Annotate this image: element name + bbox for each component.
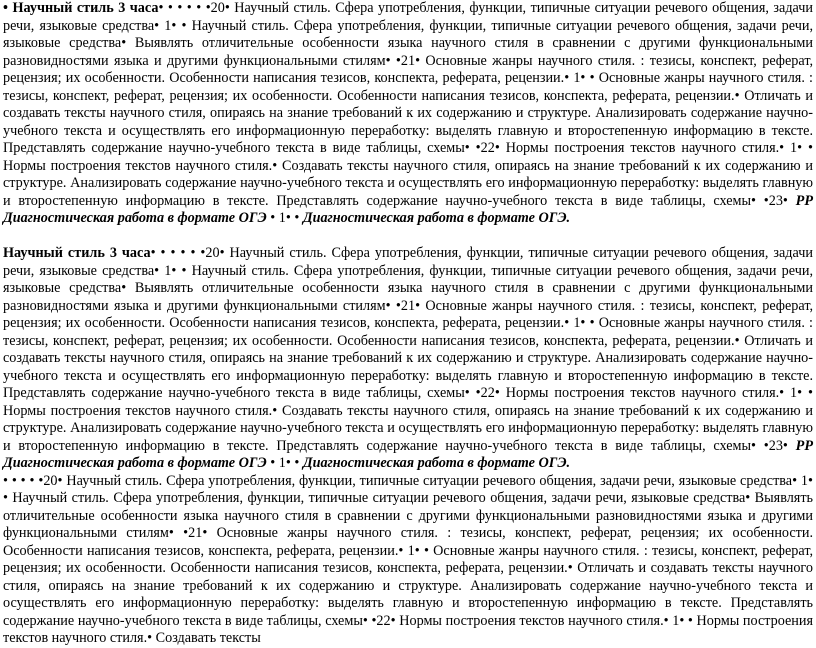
paragraph-1: [3, 0, 813, 228]
emphasis-text: Диагностическая работа в формате ОГЭ.: [302, 455, 571, 471]
paragraph-text: • • • • •20• Научный стиль. Сфера употребления, функции, типичные ситуации речевого общения, задачи речи, языковые средства• 1• • Научный стиль. Сфера употребления, функции, типичные ситуации речевого общения, задачи речи, языковые средства• Выявлять отличительные особенности языка научного стиля в сравнении с другими функциональными разновидностями языка и другими функциональными стилям• •21• Основные жанры научного стиля. : тезисы, конспект, реферат, рецензия; их особенности. Особенности написания тезисов, конспекта, реферата, рецензии.• 1• • Основные жанры научного стиля. : тезисы, конспект, реферат, рецензия; их особенности. Особенности написания тезисов, конспекта, реферата, рецензии.• Отличать и создавать тексты научного стиля, опираясь на знание требований к их содержанию и структуре. Анализировать содержание научно-учебного текста и осуществлять его информационную переработку: выделять главную и второстепенную информацию в тексте. Представлять содержание научно-учебного текста в виде таблицы, схемы• •22• Нормы построения текстов научного стиля.• 1• • Нормы построения текстов научного стиля.• Создавать тексты: [3, 472, 813, 646]
emphasis-text: Диагностическая работа в формате ОГЭ.: [302, 210, 571, 226]
paragraph-3: [3, 473, 813, 648]
paragraph-text: • 1• •: [266, 210, 303, 226]
paragraph-text: • • • • • •20• Научный стиль. Сфера употребления, функции, типичные ситуации речевого общения, задачи речи, языковые средства• 1• • Научный стиль. Сфера употребления, функции, типичные ситуации речевого общения, задачи речи, языковые средства• Выявлять отличительные особенности языка научного стиля в сравнении с другими функциональными разновидностями языка и другими функциональными стилям• •21• Основные жанры научного стиля. : тезисы, конспект, реферат, рецензия; их особенности. Особенности написания тезисов, конспекта, реферата, рецензии.• 1• • Основные жанры научного стиля. : тезисы, конспект, реферат, рецензия; их особенности. Особенности написания тезисов, конспекта, реферата, рецензии.• Отличать и создавать тексты научного стиля, опираясь на знание требований к их содержанию и структуре. Анализировать содержание научно-учебного текста и осуществлять его информационную переработку: выделять главную и второстепенную информацию в тексте. Представлять содержание научно-учебного текста в виде таблицы, схемы• •22• Нормы построения текстов научного стиля.• 1• • Нормы построения текстов научного стиля.• Создавать тексты научного стиля, опираясь на знание требований к их содержанию и структуре. Анализировать содержание научно-учебного текста и осуществлять его информационную переработку: выделять главную и второстепенную информацию в тексте. Представлять содержание научно-учебного текста в виде таблицы, схемы• •23•: [3, 0, 813, 209]
emphasis-text: РР Диагностическая работа в формате ОГЭ: [3, 437, 813, 471]
emphasis-text: РР Диагностическая работа в формате ОГЭ: [3, 192, 813, 226]
section-heading: • Научный стиль 3 часа: [3, 0, 159, 16]
section-heading: Научный стиль 3 часа: [3, 245, 151, 261]
paragraph-spacer: [3, 228, 813, 246]
paragraph-text: • • • • • •20• Научный стиль. Сфера употребления, функции, типичные ситуации речевого общения, задачи речи, языковые средства• 1• • Научный стиль. Сфера употребления, функции, типичные ситуации речевого общения, задачи речи, языковые средства• Выявлять отличительные особенности языка научного стиля в сравнении с другими функциональными разновидностями языка и другими функциональными стилям• •21• Основные жанры научного стиля. : тезисы, конспект, реферат, рецензия; их особенности. Особенности написания тезисов, конспекта, реферата, рецензии.• 1• • Основные жанры научного стиля. : тезисы, конспект, реферат, рецензия; их особенности. Особенности написания тезисов, конспекта, реферата, рецензии.• Отличать и создавать тексты научного стиля, опираясь на знание требований к их содержанию и структуре. Анализировать содержание научно-учебного текста и осуществлять его информационную переработку: выделять главную и второстепенную информацию в тексте. Представлять содержание научно-учебного текста в виде таблицы, схемы• •22• Нормы построения текстов научного стиля.• 1• • Нормы построения текстов научного стиля.• Создавать тексты научного стиля, опираясь на знание требований к их содержанию и структуре. Анализировать содержание научно-учебного текста и осуществлять его информационную переработку: выделять главную и второстепенную информацию в тексте. Представлять содержание научно-учебного текста в виде таблицы, схемы• •23•: [3, 245, 813, 454]
document-page: [3, 0, 813, 648]
paragraph-text: • 1• •: [266, 455, 303, 471]
paragraph-2: [3, 245, 813, 473]
